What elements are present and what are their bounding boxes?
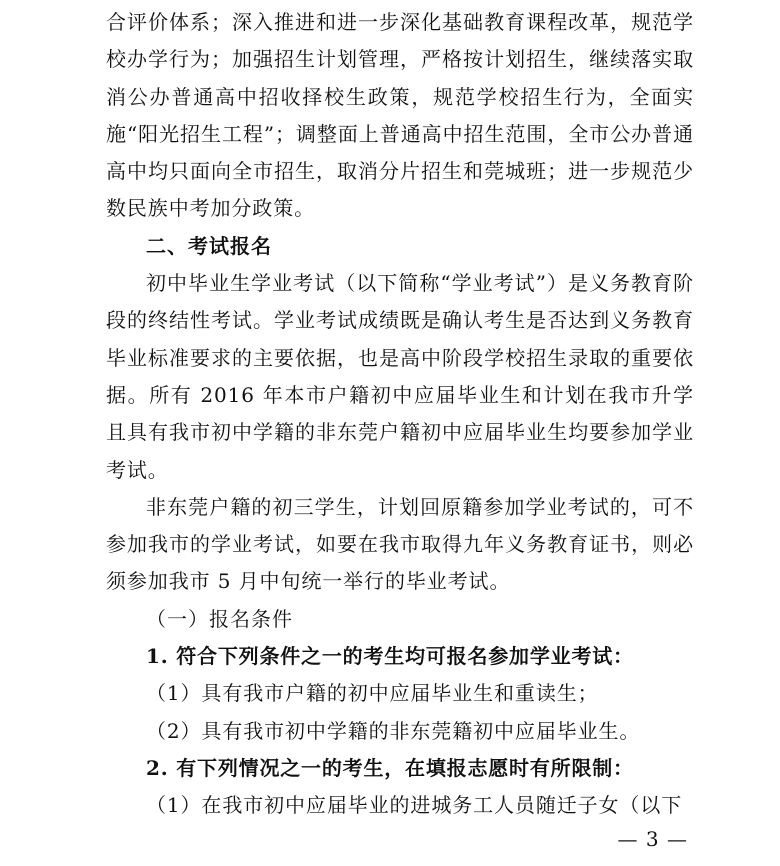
- eligibility-item-1-point-1: （1）具有我市户籍的初中应届毕业生和重读生；: [146, 681, 599, 706]
- non-local-students-paragraph: 非东莞户籍的初三学生，计划回原籍参加学业考试的，可不参加我市的学业考试，如要在我市取得九年义务教育证书，则必须参加我市 5 月中旬统一举行的毕业考试。: [106, 494, 694, 594]
- eligibility-item-1-title: 1. 符合下列条件之一的考生均可报名参加学业考试：: [146, 644, 634, 669]
- document-body: [106, 4, 694, 825]
- opening-paragraph: 合评价体系；深入推进和进一步深化基础教育课程改革，规范学校办学行为；加强招生计划管理，严格按计划招生，继续落实取消公办普通高中招收择校生政策，规范学校招生行为，全面实施“阳光招生工程”；调整面上普通高中招生范围，全市公办普通高中均只面向全市招生，取消分片招生和莞城班；进一步规范少数民族中考加分政策。: [106, 10, 694, 221]
- restriction-item-2-title: 2. 有下列情况之一的考生，在填报志愿时有所限制：: [146, 755, 634, 780]
- eligibility-item-1-point-2: （2）具有我市初中学籍的非东莞籍初中应届毕业生。: [146, 718, 641, 743]
- subsection-heading: （一）报名条件: [146, 606, 293, 631]
- restriction-item-2-point-1: （1）在我市初中应届毕业的进城务工人员随迁子女（以下: [146, 793, 683, 818]
- page-number: — 3 —: [617, 827, 688, 851]
- section-heading: 二、考试报名: [146, 233, 272, 258]
- exam-intro-paragraph: 初中毕业生学业考试（以下简称“学业考试”）是义务教育阶段的终结性考试。学业考试成绩既是确认考生是否达到义务教育毕业标准要求的主要依据，也是高中阶段学校招生录取的重要依据。所有 2016 年本市户籍初中应届毕业生和计划在我市升学且具有我市初中学籍的非东莞户籍初中应届毕业生均要参加学业考试。: [106, 271, 694, 482]
